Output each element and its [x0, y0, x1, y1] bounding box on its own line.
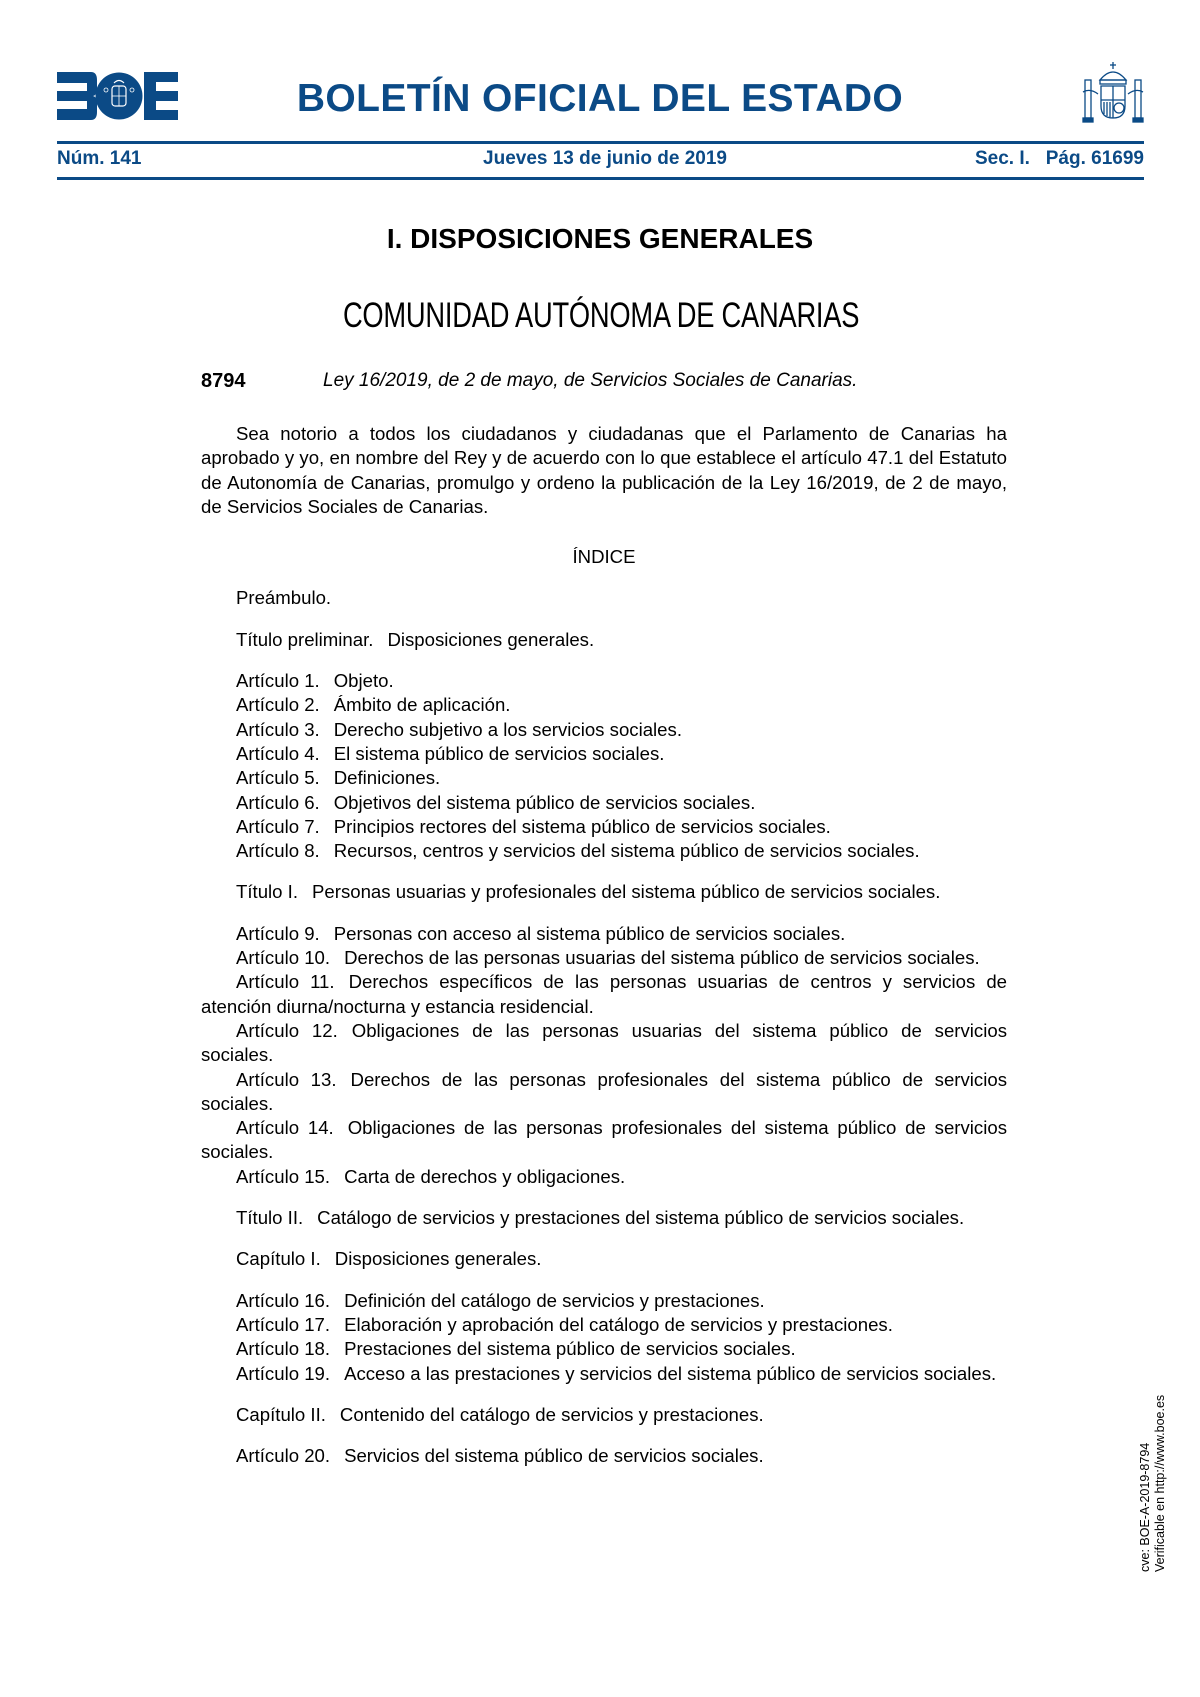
index-entry: Artículo 4. El sistema público de servicios sociales.: [236, 742, 665, 764]
index-entry: Artículo 20. Servicios del sistema público de servicios sociales.: [236, 1445, 764, 1467]
masthead-title: BOLETÍN OFICIAL DEL ESTADO: [296, 77, 904, 120]
index-entry: Artículo 2. Ámbito de aplicación.: [236, 694, 511, 716]
index-entry: Artículo 1. Objeto.: [236, 670, 394, 692]
spain-coat-of-arms-icon: [1082, 60, 1144, 124]
index-title-heading: Título I. Personas usuarias y profesionales del sistema público de servicios sociales.: [236, 881, 941, 903]
index-chapter-heading: Capítulo II. Contenido del catálogo de servicios y prestaciones.: [236, 1403, 764, 1425]
verification-link[interactable]: Verificable en http://www.boe.es: [1152, 1394, 1167, 1572]
index-entry: Artículo 17. Elaboración y aprobación del catálogo de servicios y prestaciones.: [236, 1313, 893, 1335]
page-number: Pág. 61699: [1045, 148, 1144, 169]
index-chapter-heading: Capítulo I. Disposiciones generales.: [236, 1248, 542, 1270]
section-page: [975, 148, 1144, 170]
header-bottom-rule: [57, 177, 1144, 180]
index-entry: Artículo 15. Carta de derechos y obligaciones.: [236, 1165, 626, 1187]
issue-date: Jueves 13 de junio de 2019: [483, 148, 727, 169]
disposition-title: Ley 16/2019, de 2 de mayo, de Servicios Sociales de Canarias.: [323, 370, 858, 391]
boe-logo-icon: [57, 72, 178, 120]
index-preamble: Preámbulo.: [236, 587, 332, 609]
index-entry: Artículo 14. Obligaciones de las personas profesionales del sistema público de servicios sociales.: [201, 1117, 1007, 1163]
index-entry: Artículo 10. Derechos de las personas usuarias del sistema público de servicios sociales.: [236, 947, 980, 969]
disposition-number: 8794: [201, 370, 246, 392]
section-title: I. DISPOSICIONES GENERALES: [386, 223, 814, 254]
index-title-heading: Título II. Catálogo de servicios y prestaciones del sistema público de servicios sociales.: [236, 1207, 965, 1229]
index-entry: Artículo 13. Derechos de las personas profesionales del sistema público de servicios sociales.: [201, 1068, 1007, 1114]
cve-code: cve: BOE-A-2019-8794: [1138, 1442, 1152, 1572]
index-entry: Artículo 19. Acceso a las prestaciones y servicios del sistema público de servicios sociales.: [236, 1362, 997, 1384]
section-label: Sec. I.: [974, 148, 1030, 169]
community-title: COMUNIDAD AUTÓNOMA DE CANARIAS: [342, 296, 860, 335]
document-body: [201, 422, 1007, 1468]
index-entry: Artículo 18. Prestaciones del sistema público de servicios sociales.: [236, 1338, 796, 1360]
index-entry: Artículo 16. Definición del catálogo de servicios y prestaciones.: [236, 1289, 765, 1311]
index-entry: Artículo 12. Obligaciones de las personas usuarias del sistema público de servicios sociales.: [201, 1019, 1007, 1066]
intro-paragraph: Sea notorio a todos los ciudadanos y ciudadanas que el Parlamento de Canarias ha aprobado y yo, en nombre del Rey y de acuerdo con lo que establece el artículo 47.1 del Estatuto de Autonomía de Canarias, promulgo y ordeno la publicación de la Ley 16/2019, de 2 de mayo, de Servicios Sociales de Canarias.: [201, 423, 1007, 517]
header-top-rule: [57, 141, 1144, 144]
index-entry: Artículo 6. Objetivos del sistema público de servicios sociales.: [236, 791, 756, 813]
verification-note: [1138, 1372, 1168, 1572]
index-title-heading: Título preliminar. Disposiciones generales.: [236, 628, 595, 650]
index-title: ÍNDICE: [572, 546, 636, 568]
issue-number: Núm. 141: [57, 148, 142, 169]
index-entry: Artículo 9. Personas con acceso al sistema público de servicios sociales.: [236, 922, 846, 944]
index-entry: Artículo 3. Derecho subjetivo a los servicios sociales.: [236, 718, 682, 740]
index-entry: Artículo 7. Principios rectores del sistema público de servicios sociales.: [236, 815, 831, 837]
index-entry: Artículo 11. Derechos específicos de las personas usuarias de centros y servicios de atención diurna/nocturna y estancia residencial.: [201, 971, 1008, 1017]
index-entry: Artículo 8. Recursos, centros y servicios del sistema público de servicios sociales.: [236, 840, 920, 862]
index-entry: Artículo 5. Definiciones.: [236, 767, 441, 789]
